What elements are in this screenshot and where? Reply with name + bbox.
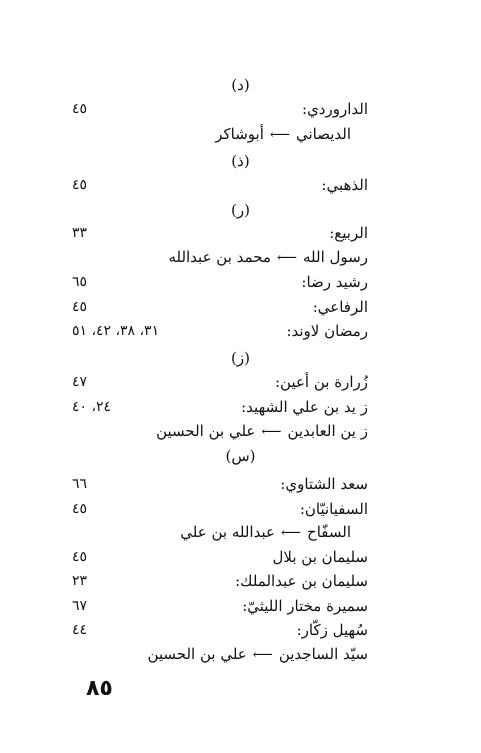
cross-reference xyxy=(156,418,368,444)
cross-reference-from: رسول الله xyxy=(303,248,368,266)
cross-reference xyxy=(147,641,368,667)
index-entry-name: الرفاعي: xyxy=(312,298,368,316)
index-entry-pages: ٤٥ xyxy=(72,501,88,517)
index-entry-name: زُرارة بن أعين: xyxy=(274,373,368,391)
index-entry-pages: ٤٥ xyxy=(72,177,88,193)
index-entry-pages: ٢٣ xyxy=(72,573,88,589)
arrow-icon: ⟵ xyxy=(280,525,302,541)
cross-reference-to: محمد بن عبدالله xyxy=(168,248,271,266)
index-entry-pages: ٤٥ xyxy=(72,549,88,565)
index-entry-pages: ٣٣ xyxy=(72,225,88,241)
index-entry-pages: ٤٤ xyxy=(72,622,88,638)
cross-reference-from: الديصاني xyxy=(295,125,351,143)
index-entry-name: السفيانيّان: xyxy=(299,500,368,518)
cross-reference-to: علي بن الحسين xyxy=(147,645,247,663)
index-entry-name: رشيد رضا: xyxy=(301,273,368,291)
index-entry-name: سميرة مختار الليثيّ: xyxy=(242,597,368,615)
section-heading-dhal: (ذ) xyxy=(231,152,250,170)
cross-reference-from: السفّاح xyxy=(307,523,351,541)
index-entry-name: سُهيل زكّار: xyxy=(296,621,368,639)
cross-reference-from: سيّد الساجدين xyxy=(278,645,368,663)
cross-reference-to: عبدالله بن علي xyxy=(180,523,275,541)
cross-reference-from: ز ين العابدين xyxy=(287,422,368,440)
section-heading-ra: (ر) xyxy=(231,201,250,219)
index-entry-name: سليمان بن بلال xyxy=(272,548,368,566)
index-entry-pages: ٤٥ xyxy=(72,299,88,315)
cross-reference xyxy=(215,121,351,147)
index-entry-pages: ٦٥ xyxy=(72,274,88,290)
index-entry-name: الربيع: xyxy=(329,224,368,242)
arrow-icon: ⟵ xyxy=(276,250,298,266)
index-entry-pages: ٦٦ xyxy=(72,476,88,492)
index-entry-pages: ٤٥ xyxy=(72,101,88,117)
section-heading-sin: (س) xyxy=(225,447,256,465)
section-heading-zay: (ز) xyxy=(231,349,250,367)
index-entry-name: ز يد بن علي الشهيد: xyxy=(241,398,368,416)
index-entry-name: الذهبي: xyxy=(321,176,368,194)
index-entry-name: الداروردي: xyxy=(302,100,368,118)
index-entry-name: رمضان لاوند: xyxy=(286,322,368,340)
index-entry-pages: ٦٧ xyxy=(72,598,88,614)
arrow-icon: ⟵ xyxy=(269,127,290,143)
index-entry-pages: ٢٤، ٤٠ xyxy=(72,399,112,415)
cross-reference-to: أبوشاكر xyxy=(215,125,264,143)
index-entry-pages: ٣١، ٣٨، ٤٢، ٥١ xyxy=(72,323,160,339)
index-entry-name: سعد الشتاوي: xyxy=(280,475,368,493)
cross-reference-to: علي بن الحسين xyxy=(156,422,256,440)
cross-reference xyxy=(180,519,351,545)
arrow-icon: ⟵ xyxy=(261,424,282,440)
index-entry-name: سليمان بن عبدالملك: xyxy=(235,572,368,590)
page-number: ٨٥ xyxy=(86,676,113,701)
index-entry-pages: ٤٧ xyxy=(72,374,88,390)
arrow-icon: ⟵ xyxy=(252,647,273,663)
section-heading-dal: (د) xyxy=(231,76,250,94)
cross-reference xyxy=(168,244,368,270)
